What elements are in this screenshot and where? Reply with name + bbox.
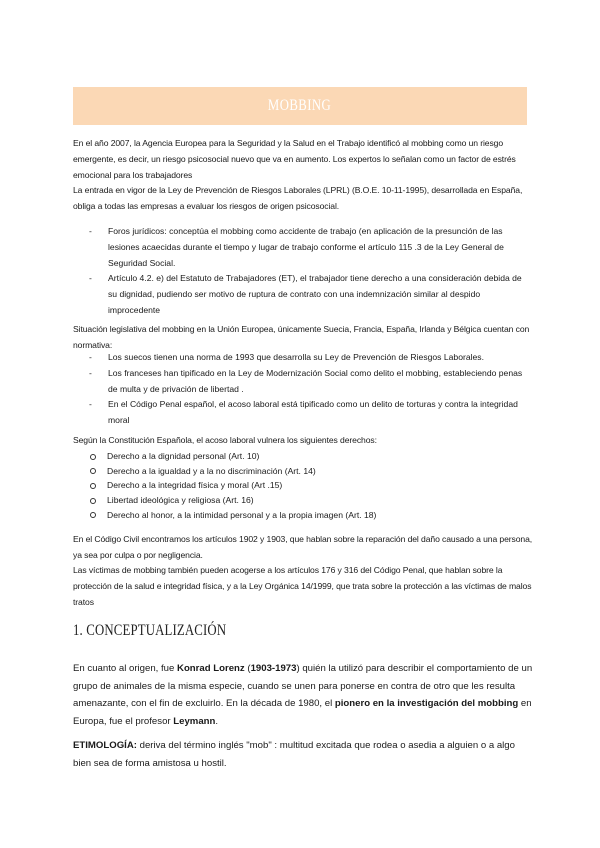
circle-bullet-icon [90, 512, 96, 518]
lorenz-years: 1903-1973 [250, 663, 297, 674]
circle-bullet-icon [90, 454, 96, 460]
list-item: Derecho al honor, a la intimidad personal y a la propia imagen (Art. 18) [73, 508, 533, 523]
list-item: Derecho a la dignidad personal (Art. 10) [73, 449, 533, 464]
rights-list [73, 449, 533, 523]
penal-code-paragraph: Las víctimas de mobbing también pueden acogerse a los artículos 176 y 316 del Código Penal, que hablan sobre la protección de la salud e integridad física, y a la Ley Orgánica 14/1999, que trata sobre la protección a las víctimas de malos tratos [73, 565, 532, 607]
list-item: - Artículo 4.2. e) del Estatuto de Trabajadores (ET), el trabajador tiene derecho a una consideración debida de su dignidad, pudiendo ser motivo de ruptura de contrato con una indemnización similar al despido improcedente [89, 273, 522, 315]
legal-framework-list [73, 224, 533, 319]
eu-intro-paragraph: Situación legislativa del mobbing en la Unión Europea, únicamente Suecia, Francia, España, Irlanda y Bélgica cuentan con normativa: [73, 324, 530, 350]
etymology-label: ETIMOLOGÍA: [73, 740, 137, 751]
etymology-paragraph: ETIMOLOGÍA: deriva del término inglés "mob" : multitud excitada que rodea o asedia a alguien o a algo bien sea de forma amistosa u hostil. [73, 740, 515, 769]
origin-paragraph: En cuanto al origen, fue Konrad Lorenz (1903-1973) quién la utilizó para describir el comportamiento de un grupo de animales de la misma especie, cuando se unen para ponerse en contra de otro que les resulta amenazante, con el fin de excluirlo. En la década de 1980, el pionero en la investigación del mobbing en Europa, fue el profesor Leymann. [73, 663, 533, 727]
list-item: Derecho a la integridad física y moral (Art .15) [73, 478, 533, 493]
list-item: Derecho a la igualdad y a la no discriminación (Art. 14) [73, 464, 533, 479]
list-item: - En el Código Penal español, el acoso laboral está tipificado como un delito de torturas y contra la integridad moral [89, 399, 518, 426]
list-item: Libertad ideológica y religiosa (Art. 16) [73, 493, 533, 508]
dash-bullet: - [89, 367, 92, 378]
page-title: MOBBING [268, 97, 332, 114]
list-item: - Foros jurídicos: conceptúa el mobbing como accidente de trabajo (en aplicación de la presunción de las lesiones acaecidas durante el tiempo y lugar de trabajo conforme el artículo 115 .3 de la Ley General de Seguridad Social. [89, 226, 504, 268]
title-banner [73, 87, 527, 125]
intro-paragraph-1: En el año 2007, la Agencia Europea para la Seguridad y la Salud en el Trabajo identificó al mobbing como un riesgo emergente, es decir, un riesgo psicosocial nuevo que va en aumento. Los expertos lo señalan como un factor de estrés emocional para los trabajadores [73, 138, 516, 180]
dash-bullet: - [89, 352, 92, 362]
pioneer-phrase: pionero en la investigación del mobbing [334, 698, 519, 709]
eu-countries-list [73, 350, 533, 429]
civil-code-paragraph: En el Código Civil encontramos los artículos 1902 y 1903, que hablan sobre la reparación del daño causado a una persona, ya sea por culpa o por negligencia. [73, 534, 533, 560]
list-item: - Los suecos tienen una norma de 1993 que desarrolla su Ley de Prevención de Riesgos Laborales. [73, 350, 533, 366]
list-item: - Los franceses han tipificado en la Ley de Modernización Social como delito el mobbing, estableciendo penas de multa y de privación de libertad . [89, 367, 523, 394]
konrad-lorenz-name: Konrad Lorenz [177, 663, 245, 674]
dash-bullet: - [89, 226, 92, 236]
intro-paragraph-2: La entrada en vigor de la Ley de Prevención de Riesgos Laborales (LPRL) (B.O.E. 10-11-1995), desarrollada en España, obliga a todas las empresas a evaluar los riesgos de origen psicosocial. [73, 185, 523, 211]
dash-bullet: - [89, 399, 92, 410]
constitution-intro: Según la Constitución Española, el acoso laboral vulnera los siguientes derechos: [73, 435, 377, 445]
circle-bullet-icon [90, 498, 96, 504]
circle-bullet-icon [90, 483, 96, 489]
circle-bullet-icon [90, 468, 96, 474]
leymann-name: Leymann [173, 715, 216, 727]
section-heading: 1. CONCEPTUALIZACIÓN [73, 622, 227, 639]
dash-bullet: - [89, 273, 92, 284]
